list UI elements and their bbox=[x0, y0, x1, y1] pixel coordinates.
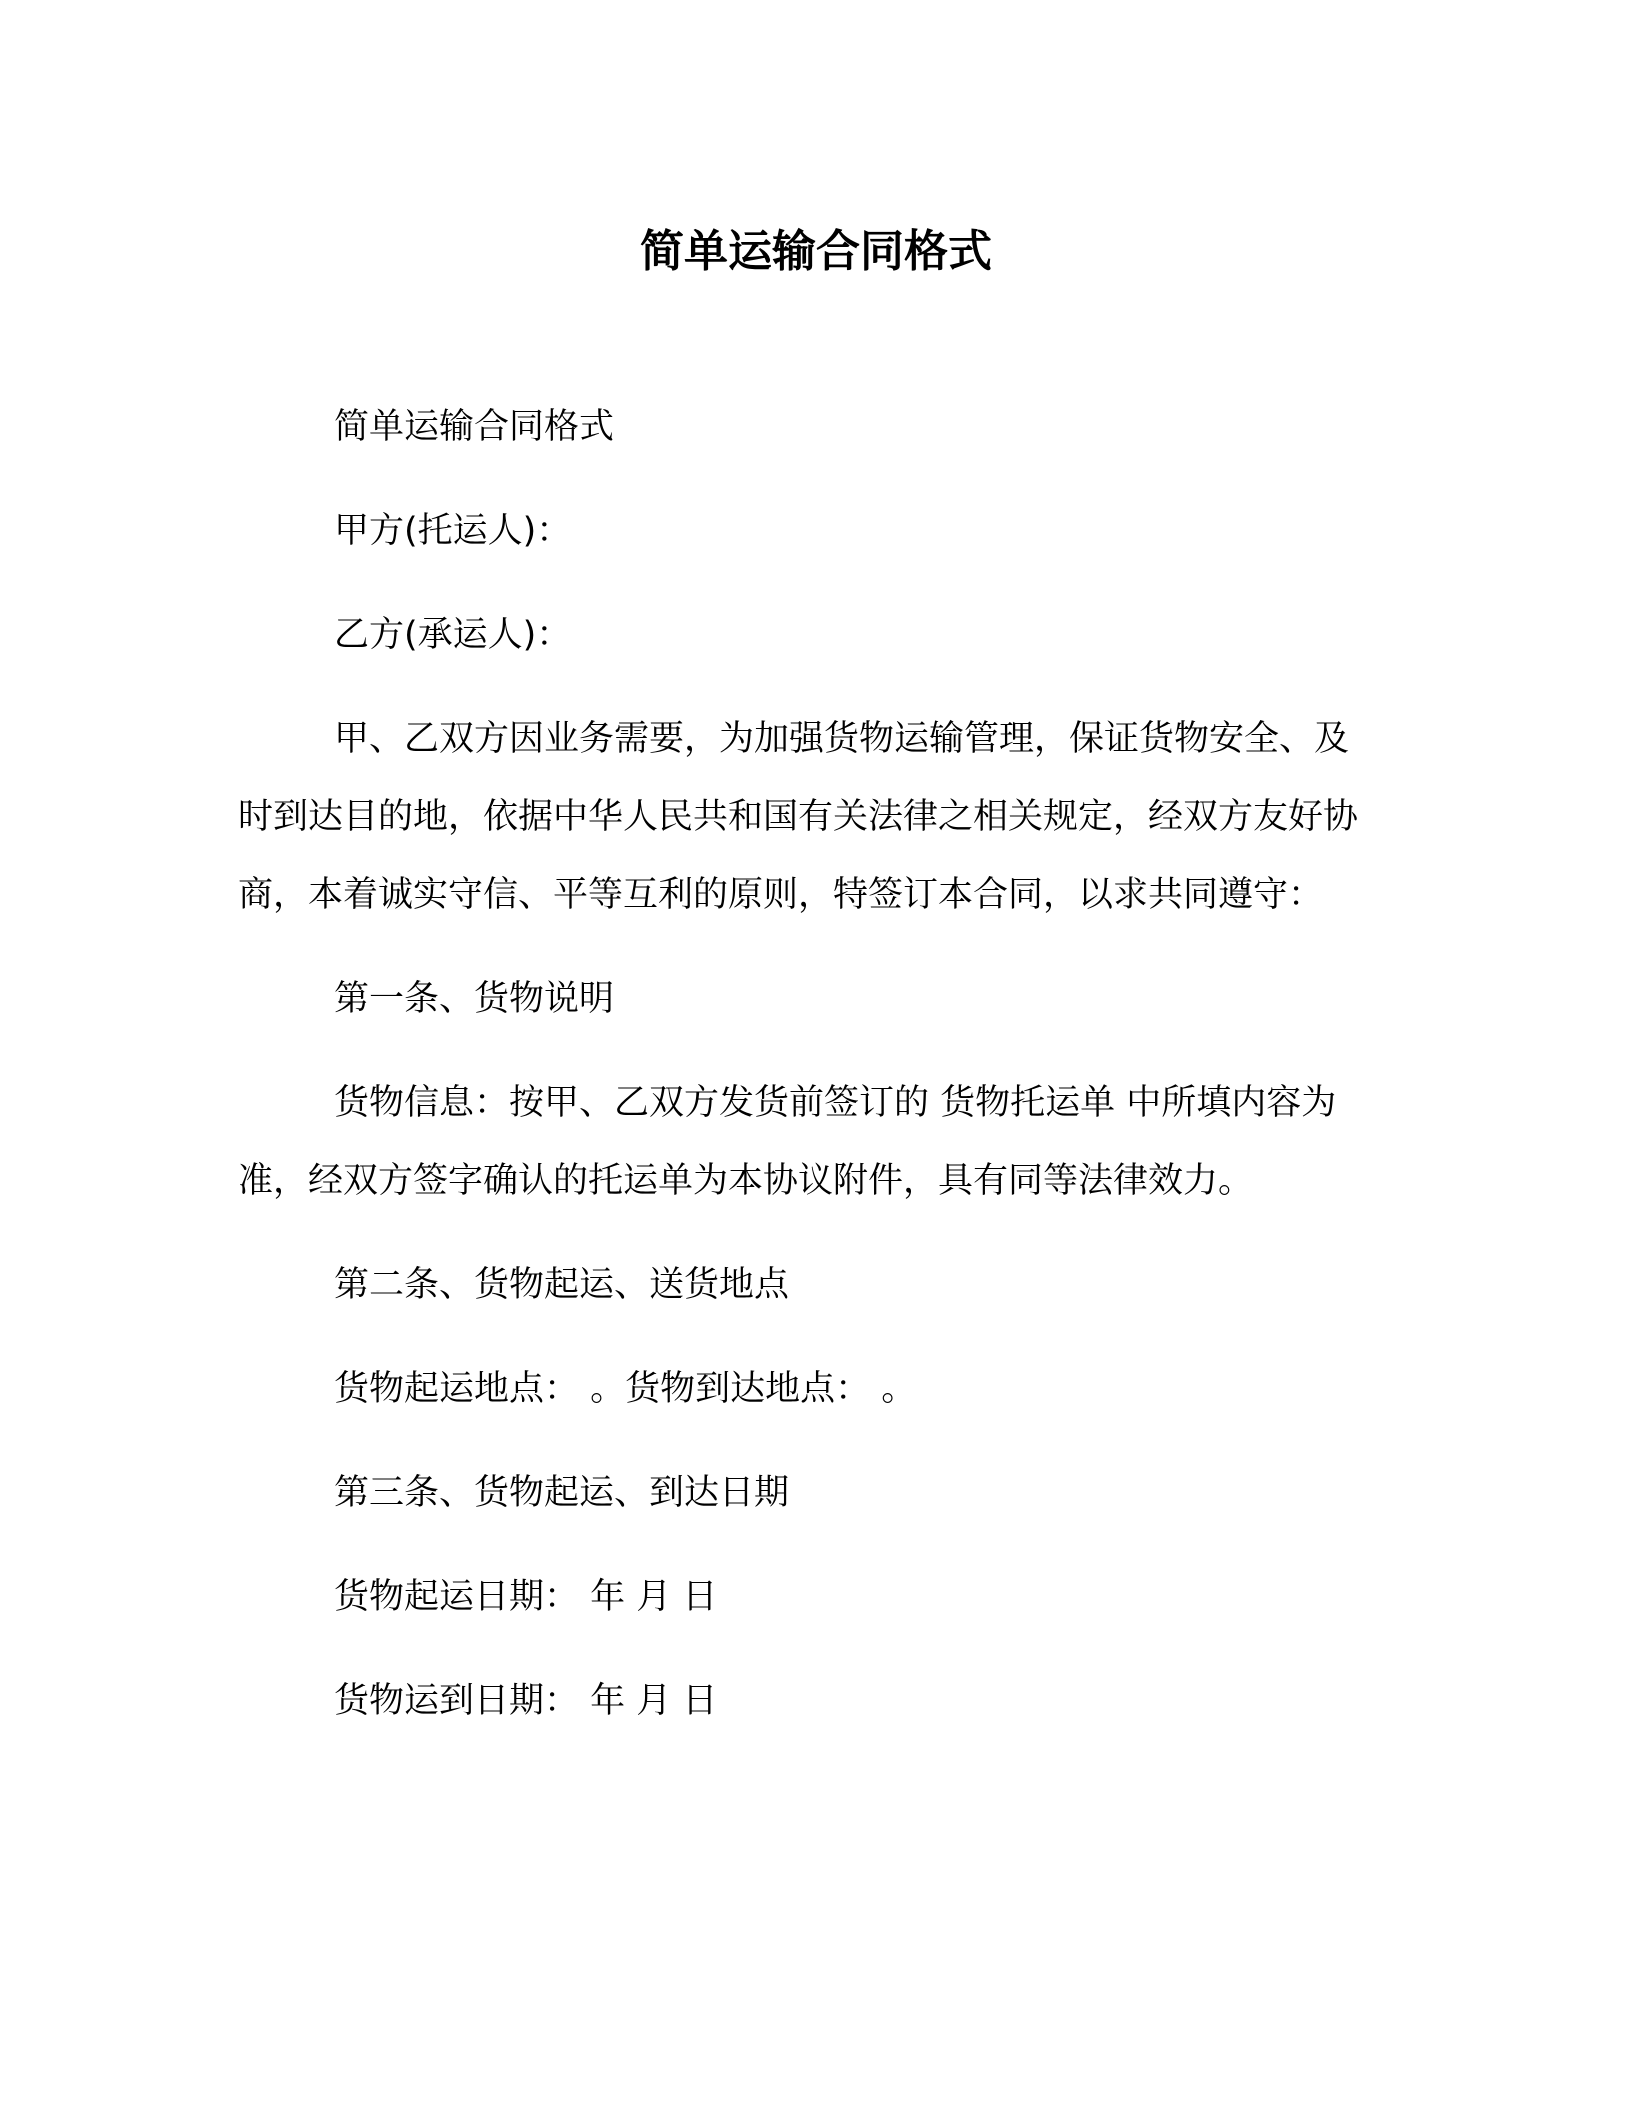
paragraph-cargo-info: 货物信息：按甲、乙双方发货前签订的 货物托运单 中所填内容为准，经双方签字确认的托运单为本协议附件，具有同等法律效力。 bbox=[238, 1083, 1337, 1201]
paragraph-arrival-date: 货物运到日期： 年 月 日 bbox=[334, 1681, 718, 1721]
document-body bbox=[238, 388, 1358, 1740]
heading-article-1: 第一条、货物说明 bbox=[334, 979, 615, 1019]
document-title: 简单运输合同格式 bbox=[640, 226, 992, 277]
paragraph-locations: 货物起运地点： 。货物到达地点： 。 bbox=[334, 1369, 917, 1409]
paragraph-party-b: 乙方(承运人)： bbox=[334, 615, 572, 655]
paragraph-preamble: 甲、乙双方因业务需要，为加强货物运输管理，保证货物安全、及时到达目的地，依据中华人民共和国有关法律之相关规定，经双方友好协商，本着诚实守信、平等互利的原则，特签订本合同，以求共同遵守： bbox=[238, 719, 1359, 915]
paragraph-subtitle: 简单运输合同格式 bbox=[334, 407, 615, 447]
paragraph-party-a: 甲方(托运人)： bbox=[334, 511, 572, 551]
heading-article-2: 第二条、货物起运、送货地点 bbox=[334, 1265, 790, 1305]
paragraph-departure-date: 货物起运日期： 年 月 日 bbox=[334, 1577, 718, 1617]
heading-article-3: 第三条、货物起运、到达日期 bbox=[334, 1473, 790, 1513]
